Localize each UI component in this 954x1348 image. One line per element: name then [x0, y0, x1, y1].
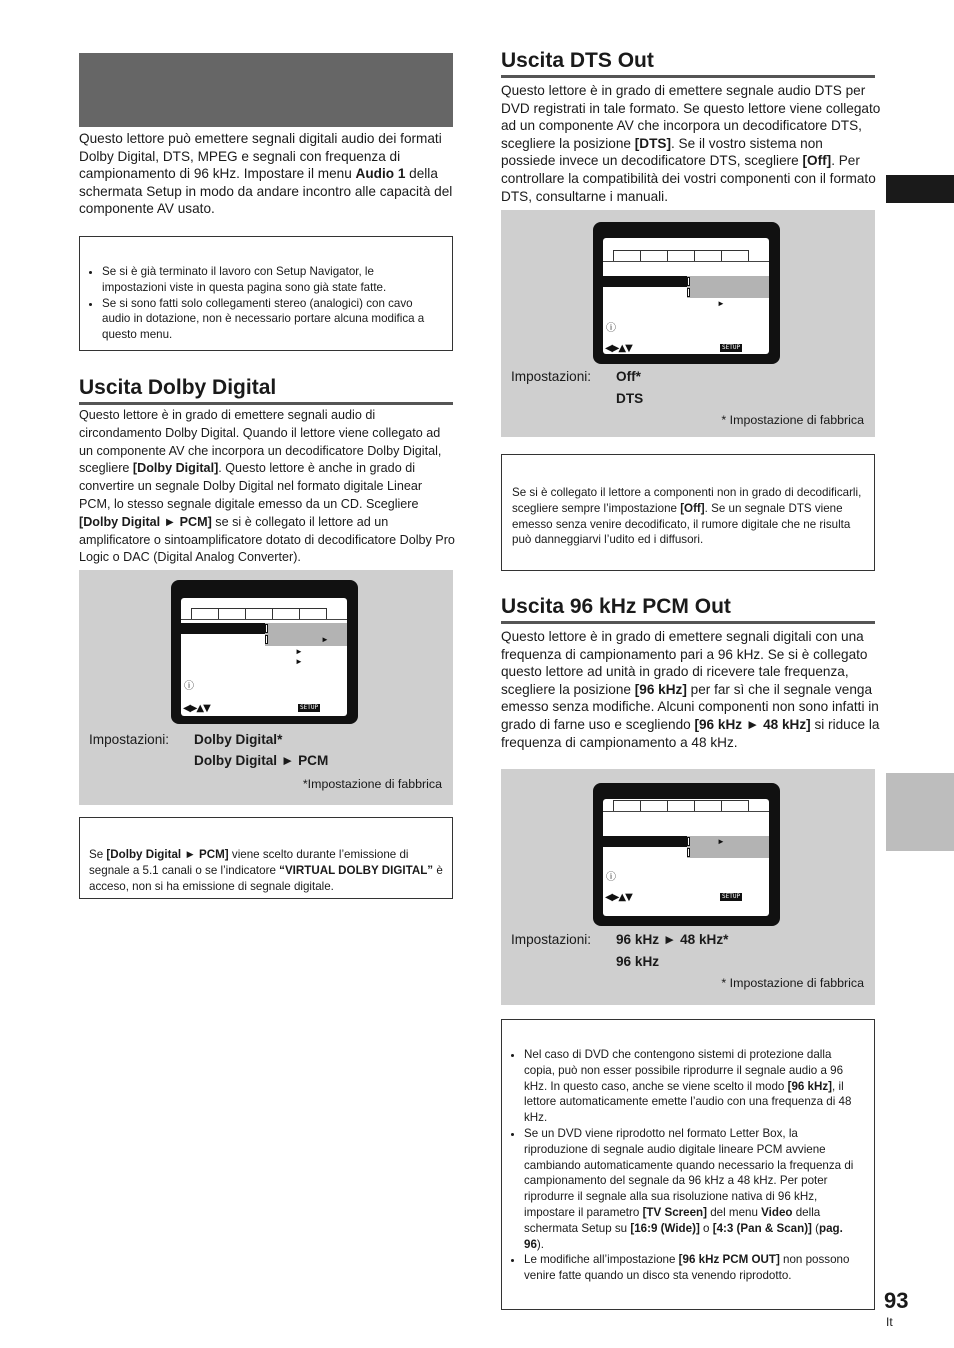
navigation-arrows-icon: ◀▶▲▼ [605, 892, 632, 903]
factory-footnote: *Impostazione di fabbrica [302, 777, 442, 791]
note-item: • Le modifiche all’impostazione [96 kHz PCM OUT] non possono venire fatte quando un disco sta venendo riprodotto. [524, 1252, 862, 1284]
chapter-tab-marker [886, 175, 954, 203]
menu-selected-row [603, 836, 687, 847]
settings-label: Impostazioni: [89, 732, 170, 747]
chapter-tab-gray [886, 773, 954, 851]
info-icon: ⓘ [606, 872, 616, 883]
dts-settings-panel [501, 210, 875, 437]
menu-selected-row [603, 276, 687, 287]
tv-screen-illustration: ► ⓘ ◀▶▲▼ SETUP [593, 222, 780, 364]
dolby-paragraph: Questo lettore è in grado di emettere segnali audio di circondamento Dolby Digital. Quando il lettore viene collegato ad un componente AV che incorpora un decodificatore Dolby Digital, scegliere [Dolby Digital]. Questo lettore è anche in grado di convertire un segnale Dolby Digital nel formato digitale Linear PCM, lo stesso segnale digitale emesso da un CD. Scegliere [Dolby Digital ► PCM] se si è collegato il lettore ad un amplificatore o sintoamplificatore dotato di decodificatore Dolby Pro Logic o DAC (Digital Analog Converter). [79, 408, 455, 565]
info-icon: ⓘ [606, 323, 616, 334]
intro-paragraph: Questo lettore può emettere segnali digitali audio dei formati Dolby Digital, DTS, MPEG e segnali con frequenza di campionamento di 96 kHz. Impostare il menu Audio 1 della schermata Setup in modo da andare incontro alle capacità del componente AV usato. [79, 131, 453, 217]
settings-label: Impostazioni: [511, 932, 592, 947]
factory-footnote: * Impostazione di fabbrica [721, 413, 864, 427]
setting-option: 96 kHz ► 48 kHz* [616, 932, 729, 947]
setting-option: Off* [616, 369, 641, 384]
navigation-arrows-icon: ◀▶▲▼ [605, 343, 632, 354]
settings-label: Impostazioni: [511, 369, 592, 384]
page-number: 93 [884, 1288, 909, 1313]
setup-button-icon: SETUP [300, 704, 319, 711]
note-box-dolby [79, 817, 453, 899]
setting-option: 96 kHz [616, 954, 660, 969]
setting-option: Dolby Digital* [194, 732, 283, 747]
setup-button-icon: SETUP [722, 344, 741, 351]
info-icon: ⓘ [184, 681, 194, 692]
note-text: Se [Dolby Digital ► PCM] viene scelto durante l’emissione di segnale a 5.1 canali o se l’indicatore “VIRTUAL DOLBY DIGITAL” è acceso, non si ha emissione di segnale digitale. [89, 848, 443, 893]
factory-footnote: * Impostazione di fabbrica [721, 976, 864, 990]
setting-option: Dolby Digital ► PCM [194, 753, 329, 768]
note-item: • Nel caso di DVD che contengono sistemi di protezione dalla copia, può non esser possibile riprodurre il segnale audio a 96 kHz. In questo caso, anche se viene scelto il modo [96 kHz], il lettore automaticamente emette l’audio con una frequenza di 48 kHz. [524, 1047, 862, 1126]
setting-option: DTS [616, 391, 644, 406]
note-text: Se si è collegato il lettore a componenti non in grado di decodificarli, scegliere sempre l’impostazione [Off]. Se un segnale DTS viene emesso senza venire decodificato, il rumore digitale che ne risulta può danneggiarvi l’udito ed i diffusori. [512, 486, 862, 547]
dts-paragraph: Questo lettore è in grado di emettere segnale audio DTS per DVD registrati in tale formato. Se questo lettore viene collegato ad un componente AV che incorpora un decodificatore DTS, scegliere la posizione [DTS]. Se il vostro sistema non possiede invece un decodificatore DTS, scegliere [Off]. Per controllare la compatibilità dei vostri componenti con il formato DTS, consultarne i manuali. [501, 83, 881, 204]
setup-button-icon: SETUP [722, 893, 741, 900]
dolby-settings-panel [79, 570, 453, 805]
note-item: • Se si è già terminato il lavoro con Setup Navigator, le impostazioni viste in questa pagina sono già state fatte. [102, 264, 438, 296]
language-code: It [886, 1315, 893, 1329]
pcm96-settings-panel [501, 769, 875, 1005]
note-box-setup-navigator [79, 236, 453, 351]
menu-selected-row [181, 623, 265, 634]
navigation-arrows-icon: ◀▶▲▼ [183, 703, 210, 714]
section-title-dolby-digital: Uscita Dolby Digital [79, 375, 453, 405]
section-title-dts: Uscita DTS Out [501, 48, 875, 78]
note-box-dts [501, 454, 875, 571]
tv-screen-illustration: ► ► ► ⓘ ◀▶▲▼ SETUP [171, 580, 358, 724]
tv-screen-illustration: ► ⓘ ◀▶▲▼ SETUP [593, 783, 780, 926]
section-header-banner [79, 53, 453, 127]
pcm96-paragraph: Questo lettore è in grado di emettere segnali digitali con una frequenza di campionamento pari a 96 kHz. Se si è collegato questo lettore ad unità in grado di ricevere tale frequenza, scegliere la posizione [96 kHz] per far sì che il segnale venga emesso senza modifiche. Alcuni componenti non sono infatti in grado di farne uso e scegliendo [96 kHz ► 48 kHz] si riduce la frequenza di campionamento a 48 kHz. [501, 629, 880, 750]
note-item: • Se si sono fatti solo collegamenti stereo (analogici) con cavo audio in dotazione, non è necessario portare alcuna modifica a questo menu. [102, 296, 438, 343]
note-item: • Se un DVD viene riprodotto nel formato Letter Box, la riproduzione di segnale audio digitale lineare PCM avviene cambiando automaticamente quando necessario la frequenza di campionamento del segnale da 96 kHz a 48 kHz. Per poter riprodurre il segnale alla sua risoluzione nativa di 96 kHz, impostare il parametro [TV Screen] del menu Video della schermata Setup su [16:9 (Wide)] o [4:3 (Pan & Scan)] (pag. 96). [524, 1126, 862, 1252]
section-title-96khz: Uscita 96 kHz PCM Out [501, 594, 875, 624]
note-box-96khz [501, 1019, 875, 1310]
